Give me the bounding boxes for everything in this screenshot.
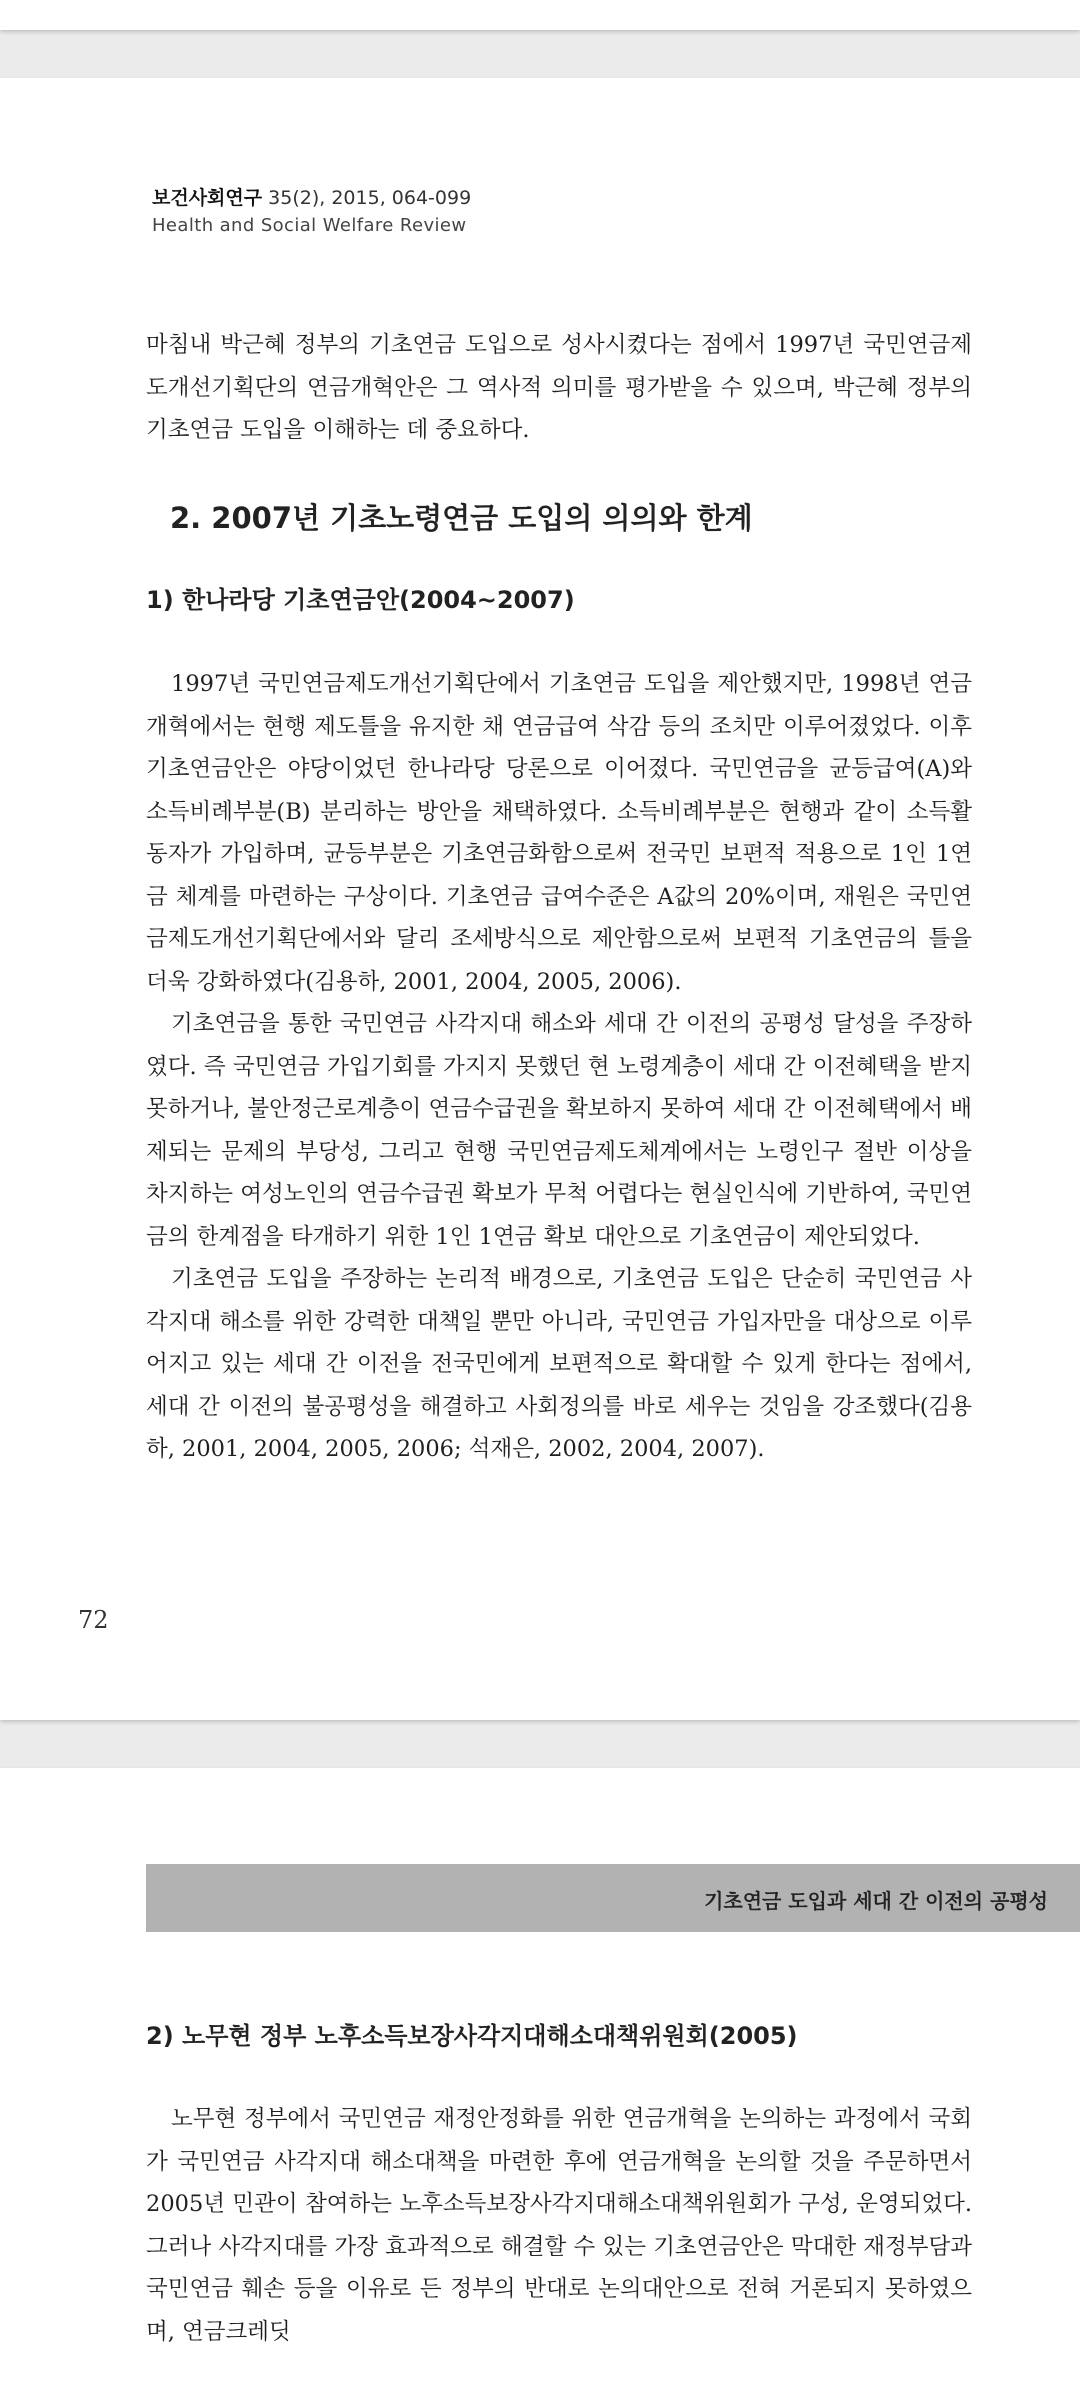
- subsection-heading: 1) 한나라당 기초연금안(2004~2007): [146, 586, 575, 614]
- running-head: 기초연금 도입과 세대 간 이전의 공평성: [704, 1889, 1048, 1913]
- previous-page-edge: [0, 0, 1080, 30]
- body-paragraph-2: 기초연금을 통한 국민연금 사각지대 해소와 세대 간 이전의 공평성 달성을 주장하였다. 즉 국민연금 가입기회를 가지지 못했던 현 노령계층이 세대 간 이전혜택을 받지 못하거나, 불안정근로계층이 연금수급권을 확보하지 못하여 세대 간 이전혜택에서 배제되는 문제의 부당성, 그리고 현행 국민연금제도체계에서는 노령인구 절반 이상을 차지하는 여성노인의 연금수급권 확보가 무척 어렵다는 현실인식에 기반하여, 국민연금의 한계점을 타개하기 위한 1인 1연금 확보 대안으로 기초연금이 제안되었다.: [146, 1011, 972, 1250]
- body-paragraph-1: 1997년 국민연금제도개선기획단에서 기초연금 도입을 제안했지만, 1998년 연금개혁에서는 현행 제도틀을 유지한 채 연금급여 삭감 등의 조치만 이루어졌었다. 이후 기초연금안은 야당이었던 한나라당 당론으로 이어졌다. 국민연금을 균등급여(A)와 소득비례부분(B) 분리하는 방안을 채택하였다. 소득비례부분은 현행과 같이 소득활동자가 가입하며, 균등부분은 기초연금화함으로써 전국민 보편적 적용으로 1인 1연금 체계를 마련하는 구상이다. 기초연금 급여수준은 A값의 20%이며, 재원은 국민연금제도개선기획단에서와 달리 조세방식으로 제안함으로써 보편적 기초연금의 틀을 더욱 강화하였다(김용하, 2001, 2004, 2005, 2006).: [146, 671, 972, 995]
- section-heading: 2. 2007년 기초노령연금 도입의 의의와 한계: [170, 501, 753, 535]
- subsection-heading-2: 2) 노무현 정부 노후소득보장사각지대해소대책위원회(2005): [146, 2022, 798, 2050]
- body-paragraph-3: 기초연금 도입을 주장하는 논리적 배경으로, 기초연금 도입은 단순히 국민연금 사각지대 해소를 위한 강력한 대책일 뿐만 아니라, 국민연금 가입자만을 대상으로 이루어지고 있는 세대 간 이전을 전국민에게 보편적으로 확대할 수 있게 한다는 점에서, 세대 간 이전의 불공평성을 해결하고 사회정의를 바로 세우는 것임을 강조했다(김용하, 2001, 2004, 2005, 2006; 석재은, 2002, 2004, 2007).: [146, 1266, 972, 1462]
- journal-issue: 35(2), 2015, 064-099: [262, 187, 472, 209]
- document-page-72: [0, 78, 1080, 1720]
- journal-title-ko: 보건사회연구: [152, 187, 263, 209]
- journal-citation: [152, 184, 471, 212]
- journal-title-en: Health and Social Welfare Review: [152, 215, 467, 236]
- journal-header: [152, 184, 471, 240]
- running-head-bar: [146, 1864, 1080, 1932]
- intro-paragraph: 마침내 박근혜 정부의 기초연금 도입으로 성사시켰다는 점에서 1997년 국민연금제도개선기획단의 연금개혁안은 그 역사적 의미를 평가받을 수 있으며, 박근혜 정부의 기초연금 도입을 이해하는 데 중요하다.: [146, 332, 972, 443]
- page-number: 72: [78, 1606, 109, 1634]
- body-paragraph-4: 노무현 정부에서 국민연금 재정안정화를 위한 연금개혁을 논의하는 과정에서 국회가 국민연금 사각지대 해소대책을 마련한 후에 연금개혁을 논의할 것을 주문하면서 2005년 민관이 참여하는 노후소득보장사각지대해소대책위원회가 구성, 운영되었다. 그러나 사각지대를 가장 효과적으로 해결할 수 있는 기초연금안은 막대한 재정부담과 국민연금 훼손 등을 이유로 든 정부의 반대로 논의대안으로 전혀 거론되지 못하였으며, 연금크레딧: [146, 2106, 972, 2345]
- document-page-73: [0, 1768, 1080, 2388]
